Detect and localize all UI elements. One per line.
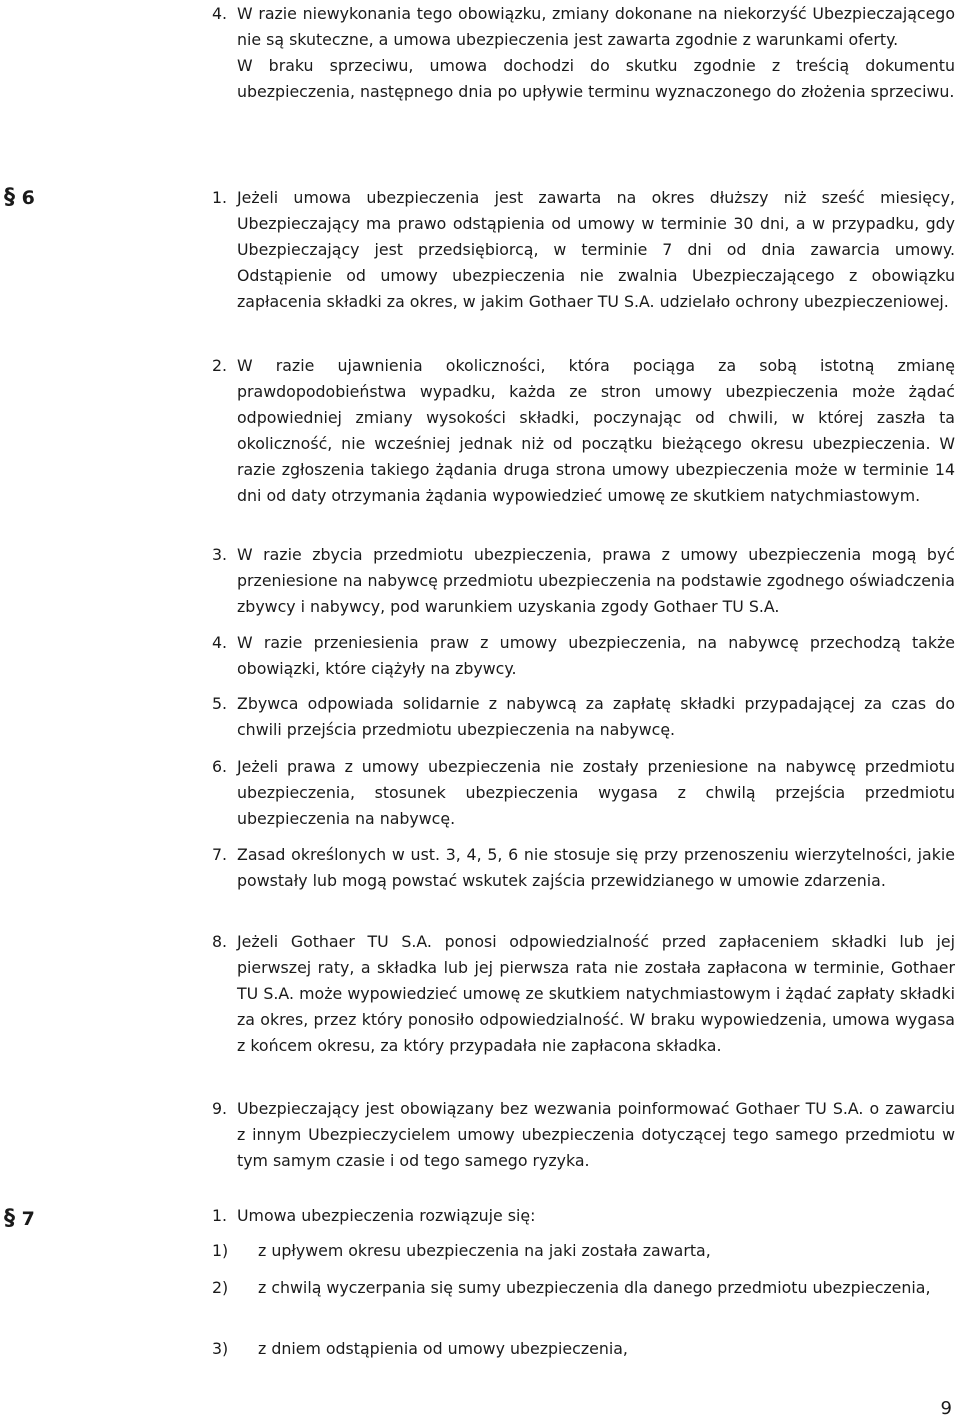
item-text: Jeżeli umowa ubezpieczenia jest zawarta na okres dłuższy niż sześć miesięcy, Ubezpieczający ma prawo odstąpienia od umowy w terminie 30 dni, a w przypadku, gdy Ubezpieczający jest przedsiębiorcą, w terminie 7 dni od dnia zawarcia umowy. Odstąpienie od umowy ubezpieczenia nie zwalnia Ubezpieczającego z obowiązku zapłacenia składki za okres, w jakim Gothaer TU S.A. udzielało ochrony ubezpieczeniowej. <box>237 188 955 311</box>
sub-item-7-1-3 <box>212 1336 955 1362</box>
item-number: 4. <box>212 633 228 652</box>
item-text: Ubezpieczający jest obowiązany bez wezwania poinformować Gothaer TU S.A. o zawarciu z innym Ubezpieczycielem umowy ubezpieczenia dotyczącej tego samego przedmiotu w tym samym czasie i od tego samego ryzyka. <box>237 1099 955 1170</box>
item-text: Zbywca odpowiada solidarnie z nabywcą za zapłatę składki przypadającej za czas do chwili przejścia przedmiotu ubezpieczenia na nabywcę. <box>237 694 955 739</box>
item-number: 8. <box>212 932 228 951</box>
item-number: 3. <box>212 545 228 564</box>
paragraph: W razie niewykonania tego obowiązku, zmiany dokonane na niekorzyść Ubezpieczającego nie są skuteczne, a umowa ubezpieczenia jest zawarta zgodnie z warunkami oferty. <box>237 4 955 49</box>
item-text: Umowa ubezpieczenia rozwiązuje się: <box>237 1206 536 1225</box>
section-number: 6 <box>21 187 35 209</box>
item-number: 1. <box>212 188 228 207</box>
item-number: 9. <box>212 1099 228 1118</box>
list-item-6-3 <box>212 542 955 620</box>
item-number: 6. <box>212 757 228 776</box>
item-text: W razie przeniesienia praw z umowy ubezpieczenia, na nabywcę przechodzą także obowiązki, które ciążyły na zbywcy. <box>237 633 955 678</box>
section-marker-7 <box>4 1206 35 1232</box>
list-item-top-4 <box>212 1 955 105</box>
list-item-6-4 <box>212 630 955 682</box>
item-text: Zasad określonych w ust. 3, 4, 5, 6 nie stosuje się przy przenoszeniu wierzytelności, jakie powstały lub mogą powstać wskutek zajścia przewidzianego w umowie zdarzenia. <box>237 845 955 890</box>
item-number: 2. <box>212 356 228 375</box>
section-symbol: § <box>4 185 15 210</box>
item-number: 7. <box>212 845 228 864</box>
sub-item-text: z chwilą wyczerpania się sumy ubezpieczenia dla danego przedmiotu ubezpieczenia, <box>258 1278 931 1297</box>
item-text: W razie ujawnienia okoliczności, która pociąga za sobą istotną zmianę prawdopodobieństwa wypadku, każda ze stron umowy ubezpieczenia może żądać odpowiedniej zmiany wysokości składki, poczynając od chwili, w której zaszła ta okoliczność, nie wcześniej jednak niż od początku bieżącego okresu ubezpieczenia. W razie zgłoszenia takiego żądania druga strona umowy ubezpieczenia może w terminie 14 dni od daty otrzymania żądania wypowiedzieć umowę ze skutkiem natychmiastowym. <box>237 356 955 505</box>
page-number: 9 <box>940 1398 952 1419</box>
list-item-6-1 <box>212 185 955 315</box>
list-item-6-5 <box>212 691 955 743</box>
sub-item-text: z upływem okresu ubezpieczenia na jaki została zawarta, <box>258 1241 711 1260</box>
section-symbol: § <box>4 1206 15 1231</box>
sub-item-7-1-2 <box>212 1275 955 1301</box>
item-text: Jeżeli prawa z umowy ubezpieczenia nie zostały przeniesione na nabywcę przedmiotu ubezpieczenia, stosunek ubezpieczenia wygasa z chwilą przejścia przedmiotu ubezpieczenia na nabywcę. <box>237 757 955 828</box>
sub-item-7-1-1 <box>212 1238 955 1264</box>
item-number: 4. <box>212 4 228 23</box>
list-item-6-9 <box>212 1096 955 1174</box>
item-text <box>212 1 955 105</box>
sub-item-number: 1) <box>212 1241 229 1260</box>
sub-item-text: z dniem odstąpienia od umowy ubezpieczenia, <box>258 1339 628 1358</box>
list-item-6-7 <box>212 842 955 894</box>
list-item-6-6 <box>212 754 955 832</box>
section-marker-6 <box>4 185 35 211</box>
section-number: 7 <box>21 1208 35 1230</box>
list-item-7-1 <box>212 1203 955 1229</box>
item-text: Jeżeli Gothaer TU S.A. ponosi odpowiedzialność przed zapłaceniem składki lub jej pierwszej raty, a składka lub jej pierwsza rata nie została zapłacona w terminie, Gothaer TU S.A. może wypowiedzieć umowę ze skutkiem natychmiastowym i żądać zapłaty składki za okres, przez który ponosiło odpowiedzialność. W braku wypowiedzenia, umowa wygasa z końcem okresu, za który przypadała nie zapłacona składka. <box>237 932 955 1055</box>
sub-item-number: 2) <box>212 1278 229 1297</box>
item-text: W razie zbycia przedmiotu ubezpieczenia, prawa z umowy ubezpieczenia mogą być przeniesione na nabywcę przedmiotu ubezpieczenia na podstawie zgodnego oświadczenia zbywcy i nabywcy, pod warunkiem uzyskania zgody Gothaer TU S.A. <box>237 545 955 616</box>
item-number: 1. <box>212 1206 228 1225</box>
sub-item-number: 3) <box>212 1339 229 1358</box>
list-item-6-8 <box>212 929 955 1059</box>
list-item-6-2 <box>212 353 955 509</box>
paragraph: W braku sprzeciwu, umowa dochodzi do skutku zgodnie z treścią dokumentu ubezpieczenia, następnego dnia po upływie terminu wyznaczonego do złożenia sprzeciwu. <box>237 56 955 101</box>
item-number: 5. <box>212 694 228 713</box>
